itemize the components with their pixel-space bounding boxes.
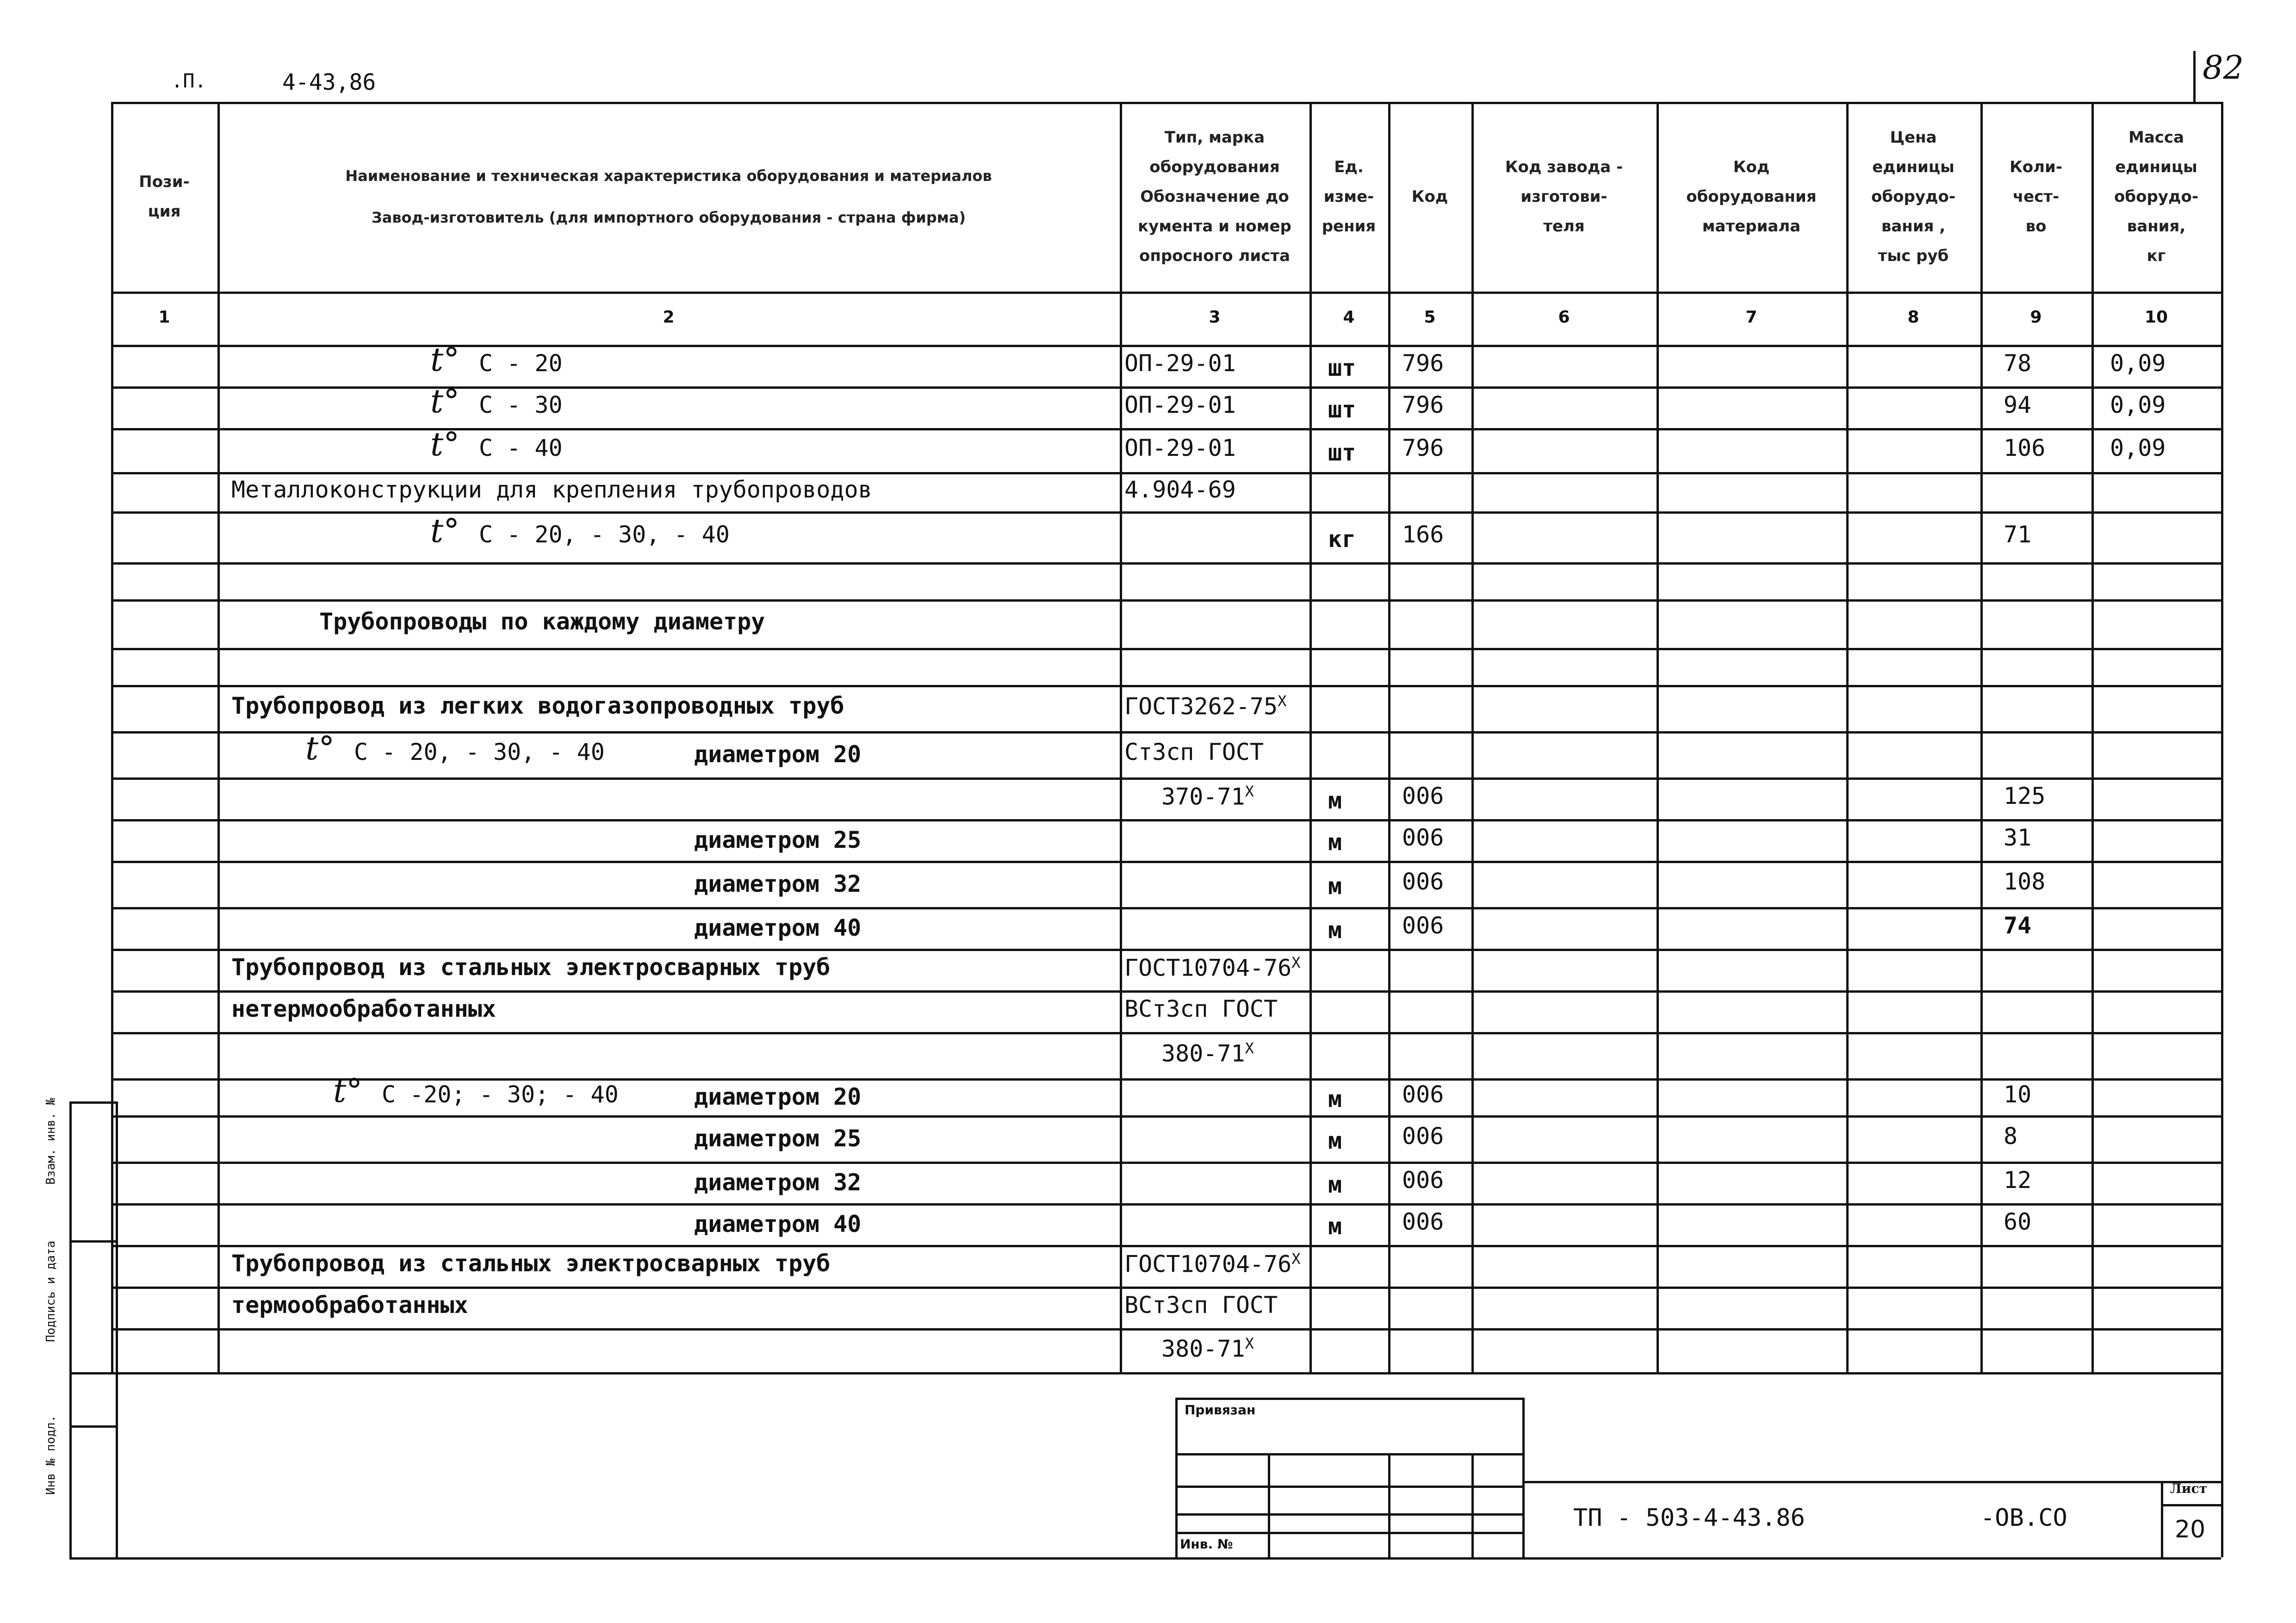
diameter-label: диаметром 20 [694, 1083, 862, 1110]
unit: м [1328, 829, 1342, 856]
item-name: C - 20, - 30, - 40 [479, 521, 730, 548]
column-header-3 [1124, 123, 1305, 271]
row-border [111, 819, 2221, 821]
page-right-border [2221, 1372, 2223, 1557]
row-border [111, 1245, 2221, 1247]
column-number-10: 10 [2144, 308, 2168, 327]
doc-designation: 4.904-69 [1124, 476, 1236, 503]
unit: шт [1328, 439, 1356, 466]
unit-mass: 0,09 [2110, 392, 2166, 418]
side-strip-divider [69, 1240, 116, 1243]
unit: шт [1328, 396, 1356, 423]
item-name: Трубопроводы по каждому диаметру [319, 608, 765, 635]
column-border [1846, 102, 1849, 1372]
temperature-symbol: t° [430, 382, 460, 420]
doc-suffix: -ОВ.СО [1980, 1504, 2067, 1532]
column-header-5 [1393, 182, 1467, 211]
column-header-line: единицы [2115, 158, 2197, 176]
side-label-vzam: Взам. инв. № [44, 1098, 58, 1185]
stamp-border [1522, 1398, 1525, 1557]
row-border [111, 1078, 2221, 1081]
unit: шт [1328, 354, 1356, 381]
column-number-3: 3 [1209, 308, 1221, 327]
code: 006 [1402, 783, 1444, 809]
item-name: Трубопровод из стальных электросварных труб [231, 1250, 831, 1277]
quantity: 10 [2004, 1081, 2032, 1108]
doc-designation: $370-71^Х$ [1161, 783, 1254, 810]
doc-designation: ОП-29-01 [1124, 392, 1236, 418]
column-header-line: во [2025, 217, 2047, 236]
code: 006 [1402, 824, 1444, 851]
code: 006 [1402, 1167, 1444, 1194]
row-border [111, 562, 2221, 565]
item-name: C - 20 [479, 350, 563, 377]
column-border [1388, 102, 1390, 1372]
column-header-line: Ед. [1334, 158, 1364, 176]
quantity: 60 [2004, 1208, 2032, 1235]
item-name: C - 40 [479, 434, 563, 461]
temperature-symbol: t° [430, 425, 460, 463]
row-border [111, 511, 2221, 514]
row-border [111, 1162, 2221, 1164]
quantity: 31 [2004, 824, 2032, 851]
item-name: Трубопровод из стальных электросварных труб [231, 954, 831, 981]
column-header-line: оборудования [1149, 158, 1280, 176]
column-header-line: тыс руб [1878, 247, 1949, 265]
column-border [1309, 102, 1312, 1372]
item-name: C - 30 [479, 392, 563, 418]
column-number-7: 7 [1745, 308, 1757, 327]
code: 006 [1402, 1208, 1444, 1235]
quantity: 78 [2004, 350, 2032, 377]
stamp-border [1175, 1486, 1522, 1488]
item-name: C - 20, - 30, - 40 [354, 739, 605, 765]
doc-designation: $ГОСТ10704-76^Х$ [1124, 954, 1301, 982]
unit-mass: 0,09 [2110, 434, 2166, 461]
stamp-border [1388, 1453, 1390, 1557]
superscript-x: Х [1245, 1039, 1254, 1057]
unit: м [1328, 1086, 1342, 1113]
column-header-line: ция [148, 202, 181, 221]
column-header-line: Обозначение до [1140, 187, 1289, 206]
sheet-number: 20 [2175, 1516, 2206, 1543]
column-header-line: материала [1702, 217, 1801, 236]
column-header-line: кг [2147, 247, 2166, 265]
column-border [217, 102, 220, 1372]
column-header-line: Наименование и техническая характеристика оборудования и материалов [345, 167, 992, 185]
stamp-border [1268, 1453, 1270, 1557]
row-border [111, 1328, 2221, 1331]
code: 006 [1402, 1123, 1444, 1150]
unit: м [1328, 1127, 1342, 1154]
quantity: 125 [2004, 783, 2046, 809]
temperature-symbol: t° [305, 729, 335, 767]
quantity: 71 [2004, 521, 2032, 548]
superscript-x: Х [1245, 783, 1254, 800]
doc-designation: $ГОСТ3262-75^Х$ [1124, 692, 1287, 720]
column-header-line: рения [1322, 217, 1376, 236]
column-header-line: Цена [1890, 128, 1937, 147]
column-header-line: оборудо- [1871, 187, 1955, 206]
top-left-mark: .П. [171, 69, 206, 92]
column-header-line: изготови- [1520, 187, 1607, 206]
stamp-privyazan: Привязан [1185, 1402, 1256, 1418]
column-number-8: 8 [1907, 308, 1919, 327]
code: 796 [1402, 392, 1444, 418]
page-mark: 82 [2203, 49, 2244, 87]
doc-designation: ОП-29-01 [1124, 434, 1236, 461]
superscript-x: Х [1278, 692, 1287, 710]
column-number-6: 6 [1558, 308, 1570, 327]
column-border [111, 102, 113, 1372]
column-header-10 [2096, 123, 2216, 271]
doc-code: ТП - 503-4-43.86 [1573, 1504, 1805, 1532]
header-bottom-border [111, 292, 2221, 294]
quantity: 106 [2004, 434, 2046, 461]
side-label-inv-podl: Инв № подл. [44, 1415, 58, 1495]
unit: кг [1328, 526, 1356, 553]
superscript-x: Х [1245, 1334, 1254, 1352]
column-header-line: вания , [1881, 217, 1946, 236]
column-border [1980, 102, 1983, 1372]
doc-designation: $ГОСТ10704-76^Х$ [1124, 1250, 1301, 1278]
diameter-label: диаметром 32 [694, 871, 862, 897]
sheet-box-border [2161, 1481, 2163, 1557]
doc-ref-top: 4-43,86 [282, 69, 376, 95]
title-block-top [1522, 1481, 2221, 1483]
unit-mass: 0,09 [2110, 350, 2166, 377]
quantity: 108 [2004, 868, 2046, 895]
code: 796 [1402, 350, 1444, 377]
row-border [111, 685, 2221, 687]
side-strip-top [69, 1101, 116, 1104]
quantity: 94 [2004, 392, 2032, 418]
column-number-2: 2 [663, 308, 675, 327]
row-border [111, 861, 2221, 863]
quantity: 8 [2004, 1123, 2018, 1150]
row-border [111, 907, 2221, 909]
page-bottom-border [69, 1557, 2221, 1560]
row-border [111, 990, 2221, 993]
side-strip-border [69, 1101, 72, 1557]
row-border [111, 1115, 2221, 1118]
doc-designation: Ст3сп ГОСТ [1124, 739, 1264, 765]
row-border [111, 1203, 2221, 1206]
row-border [111, 472, 2221, 474]
column-header-line: кумента и номер [1138, 217, 1291, 236]
stamp-border [1175, 1398, 1522, 1400]
item-name: C -20; - 30; - 40 [382, 1081, 619, 1108]
doc-designation: ОП-29-01 [1124, 350, 1236, 377]
column-number-1: 1 [158, 308, 170, 327]
item-name: термообработанных [231, 1292, 468, 1318]
code: 006 [1402, 1081, 1444, 1108]
column-header-line: Тип, марка [1164, 128, 1265, 147]
doc-designation: ВСт3сп ГОСТ [1124, 995, 1278, 1022]
doc-designation: ВСт3сп ГОСТ [1124, 1292, 1278, 1318]
stamp-border [1175, 1532, 1522, 1534]
stamp-border [1175, 1453, 1522, 1455]
column-border [2091, 102, 2094, 1372]
diameter-label: диаметром 40 [694, 914, 862, 941]
column-number-9: 9 [2030, 308, 2042, 327]
stamp-border [1175, 1513, 1522, 1516]
bottom-table-border [69, 1372, 2221, 1374]
temperature-symbol: t° [333, 1072, 363, 1110]
stamp-border [1175, 1398, 1178, 1557]
column-header-line: изме- [1323, 187, 1374, 206]
quantity: 74 [2004, 912, 2032, 939]
item-name: Металлоконструкции для крепления трубопроводов [231, 476, 872, 503]
code: 166 [1402, 521, 1444, 548]
temperature-symbol: t° [430, 512, 460, 550]
column-header-line: Код завода - [1505, 158, 1623, 176]
diameter-label: диаметром 40 [694, 1211, 862, 1237]
unit: м [1328, 787, 1342, 814]
sheet-box-divider [2161, 1504, 2221, 1506]
diameter-label: диаметром 25 [694, 1125, 862, 1152]
doc-designation: $380-71^Х$ [1161, 1334, 1254, 1362]
column-header-8 [1851, 123, 1976, 271]
column-header-line: оборудо- [2114, 187, 2198, 206]
row-border [111, 777, 2221, 780]
sheet-label: Лист [2170, 1481, 2207, 1496]
column-header-line: Код [1411, 187, 1448, 206]
unit: м [1328, 1171, 1342, 1198]
row-border [111, 599, 2221, 602]
column-header-line: теля [1543, 217, 1585, 236]
column-header-line: Пози- [139, 173, 190, 191]
column-header-line: опросного листа [1139, 247, 1291, 265]
column-header-line: чест- [2012, 187, 2060, 206]
code: 006 [1402, 912, 1444, 939]
code: 006 [1402, 868, 1444, 895]
column-number-5: 5 [1424, 308, 1436, 327]
unit: м [1328, 873, 1342, 900]
column-border [2221, 102, 2223, 1372]
column-number-4: 4 [1343, 308, 1355, 327]
side-strip-divider [69, 1425, 116, 1428]
item-name: нетермообработанных [231, 995, 496, 1022]
row-border [111, 386, 2221, 389]
table-top-border [111, 102, 2221, 104]
item-name: Трубопровод из легких водогазопроводных труб [231, 692, 844, 719]
column-header-1 [116, 167, 213, 226]
column-border [1471, 102, 1474, 1372]
row-border [111, 731, 2221, 734]
column-border [1120, 102, 1122, 1372]
quantity: 12 [2004, 1167, 2032, 1194]
side-strip-inner [116, 1101, 118, 1557]
column-header-line: единицы [1872, 158, 1955, 176]
page-mark-divider [2193, 51, 2196, 102]
stamp-border [1471, 1453, 1474, 1557]
column-header-line: вания, [2127, 217, 2186, 236]
superscript-x: Х [1291, 954, 1301, 971]
side-label-podpis: Подпись и дата [44, 1240, 58, 1342]
temperature-symbol: t° [430, 341, 460, 379]
column-header-line: оборудования [1686, 187, 1817, 206]
column-header-2 [222, 155, 1115, 238]
row-border [111, 428, 2221, 430]
column-header-line: Масса [2128, 128, 2184, 147]
row-border [111, 1032, 2221, 1034]
doc-designation: $380-71^Х$ [1161, 1039, 1254, 1067]
number-row-border [111, 345, 2221, 347]
column-header-line: Завод-изготовитель (для импортного оборудования - страна фирма) [371, 209, 966, 226]
unit: м [1328, 917, 1342, 944]
superscript-x: Х [1291, 1250, 1301, 1268]
column-header-9 [1985, 152, 2087, 241]
column-header-line: Код [1733, 158, 1770, 176]
column-header-7 [1661, 152, 1842, 241]
column-header-4 [1314, 152, 1384, 241]
code: 796 [1402, 434, 1444, 461]
diameter-label: диаметром 20 [694, 741, 862, 768]
column-header-6 [1476, 152, 1652, 241]
stamp-inv: Инв. № [1180, 1536, 1233, 1552]
row-border [111, 648, 2221, 650]
row-border [111, 1287, 2221, 1289]
column-border [1657, 102, 1659, 1372]
unit: м [1328, 1213, 1342, 1240]
row-border [111, 949, 2221, 951]
diameter-label: диаметром 32 [694, 1169, 862, 1196]
column-header-line: Коли- [2010, 158, 2062, 176]
diameter-label: диаметром 25 [694, 827, 862, 853]
